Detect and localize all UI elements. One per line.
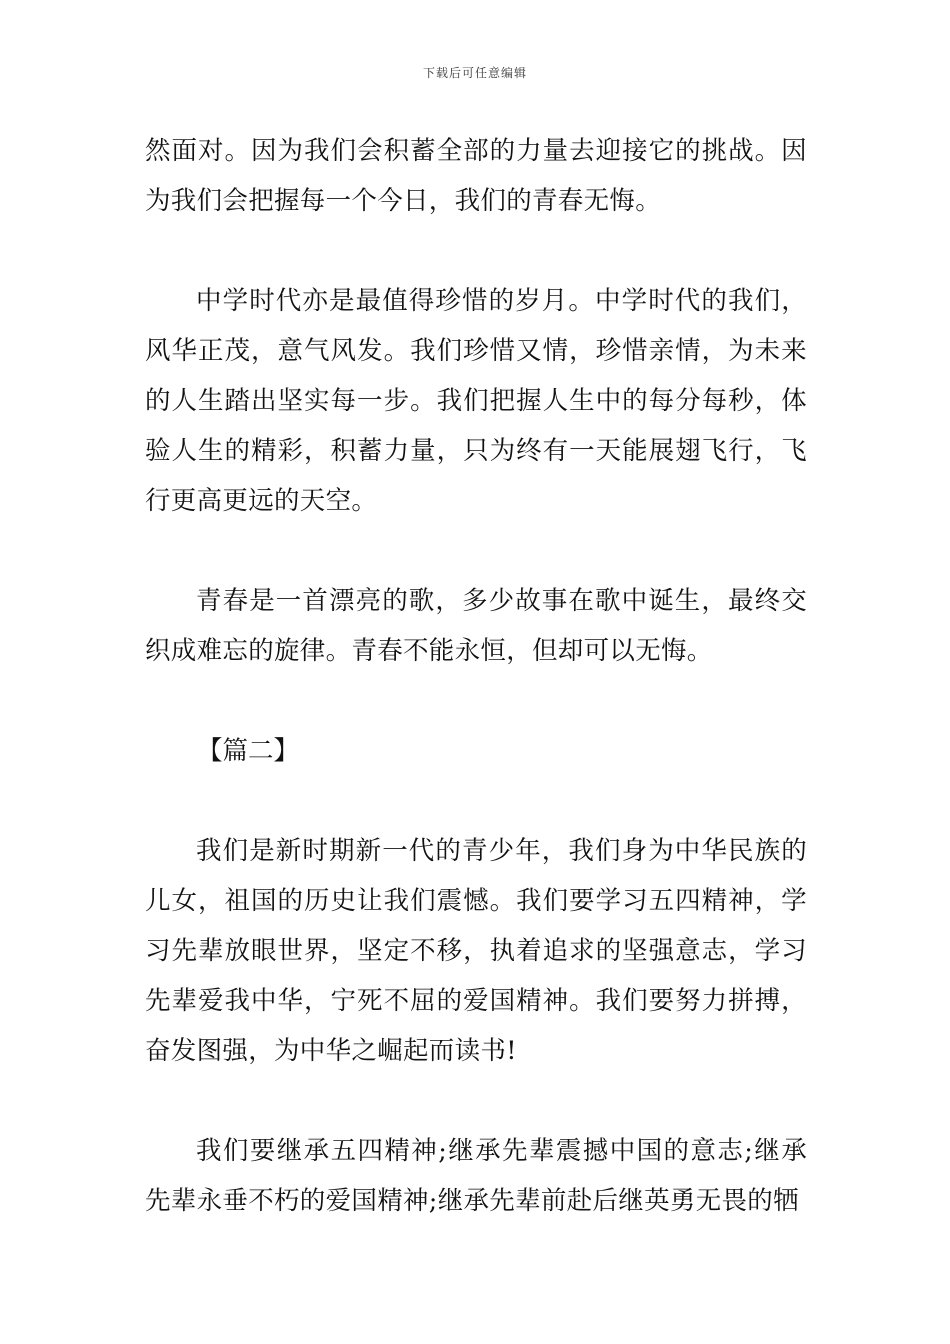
paragraph-new-generation: 我们是新时期新一代的青少年，我们身为中华民族的儿女，祖国的历史让我们震憾。我们要学习五四精神，学习先辈放眼世界，坚定不移，执着追求的坚强意志，学习先辈爱我中华，宁死不屈的爱国精神。我们要努力拼搏，奋发图强，为中华之崛起而读书! — [145, 836, 807, 1066]
paragraph-school-days: 中学时代亦是最值得珍惜的岁月。中学时代的我们，风华正茂，意气风发。我们珍惜又情，珍惜亲情，为未来的人生踏出坚实每一步。我们把握人生中的每分每秒，体验人生的精彩，积蓄力量，只为终有一天能展翅飞行，飞行更高更远的天空。 — [145, 286, 807, 516]
paragraph-continuation: 然面对。因为我们会积蓄全部的力量去迎接它的挑战。因为我们会把握每一个今日，我们的青春无悔。 — [145, 136, 807, 216]
paragraph-gap — [145, 526, 807, 576]
document-body — [145, 126, 807, 1226]
paragraph-gap — [145, 226, 807, 276]
section-heading: 【篇二】 — [197, 736, 300, 766]
paragraph-may-fourth-spirit: 我们要继承五四精神;继承先辈震撼中国的意志;继承先辈永垂不朽的爱国精神;继承先辈前赴后继英勇无畏的牺 — [145, 1136, 807, 1216]
page-header-note: 下载后可任意编辑 — [422, 66, 527, 80]
paragraph-gap — [145, 776, 807, 826]
paragraph-youth-song: 青春是一首漂亮的歌，多少故事在歌中诞生，最终交织成难忘的旋律。青春不能永恒，但却可以无悔。 — [145, 586, 807, 666]
paragraph-gap — [145, 1076, 807, 1126]
paragraph-gap — [145, 676, 807, 726]
